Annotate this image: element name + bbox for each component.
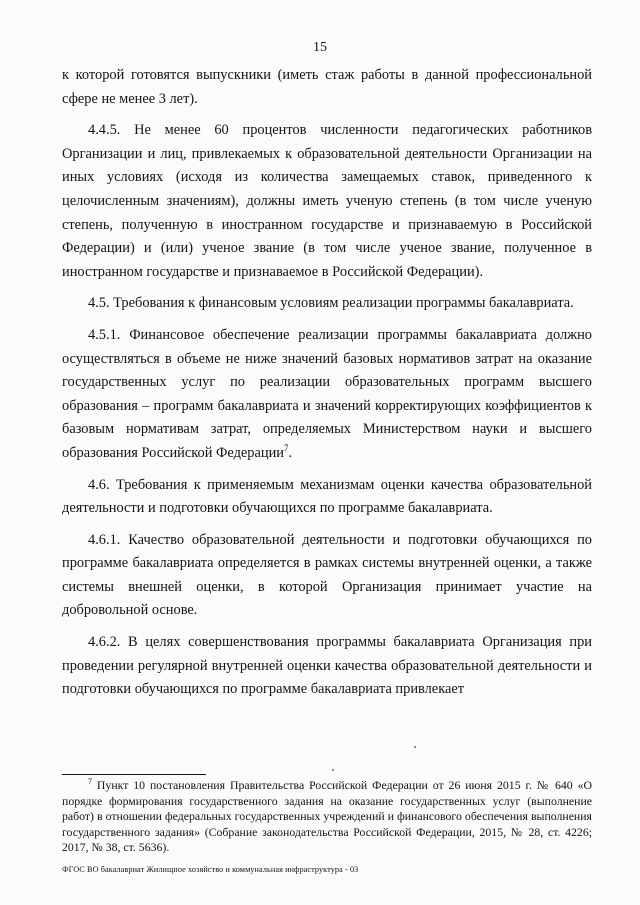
paragraph-4-6-heading: 4.6. Требования к применяемым механизмам оценки качества образовательной деятельности и подготовки обучающихся по программе бакалавриата. bbox=[62, 476, 592, 517]
document-footer: ФГОС ВО бакалавриат Жилищное хозяйство и коммунальная инфраструктура - 03 bbox=[62, 865, 359, 874]
paragraph-4-4-5: 4.4.5. Не менее 60 процентов численности педагогических работников Организации и лиц, привлекаемых к образовательной деятельности Организации на иных условиях (исходя из количества замещаемых ставок, приведенного к целочисленным значениям), должны иметь ученую степень (в том числе ученую степень, полученную в иностранном государстве и признаваемую в Российской Федерации) и (или) ученое звание (в том числе ученое звание, полученное в иностранном государстве и признаваемое в Российской Федерации). bbox=[62, 122, 592, 280]
paragraph-4-6-2: 4.6.2. В целях совершенствования программы бакалавриата Организация при проведении регулярной внутренней оценки качества образовательной деятельности и подготовки обучающихся по программе бакалавриата привлекает bbox=[62, 634, 592, 698]
paragraph-4-5-1-text: 4.5.1. Финансовое обеспечение реализации программы бакалавриата должно осуществляться в объеме не ниже значений базовых нормативов затрат на оказание государственных услуг по реализации образовательных программ высшего образования – программ бакалавриата и значений корректирующих коэффициентов к базовым нормативам затрат, определяемых Министерством науки и высшего образования Российской Федерации bbox=[62, 326, 592, 461]
paragraph-4-5-1 bbox=[62, 324, 592, 466]
footnote-separator bbox=[62, 774, 206, 775]
document-body bbox=[62, 64, 592, 710]
footnote-reference: 7 bbox=[284, 443, 289, 454]
footnote-marker: 7 bbox=[88, 777, 92, 787]
scan-speck bbox=[414, 746, 416, 748]
paragraph-continuation: к которой готовятся выпускники (иметь стаж работы в данной профессиональной сфере не менее 3 лет). bbox=[62, 67, 592, 107]
paragraph-4-5-1-tail: . bbox=[288, 444, 293, 461]
page-number: 15 bbox=[313, 40, 327, 55]
footnote bbox=[62, 778, 592, 856]
footnote-text: Пункт 10 постановления Правительства Российской Федерации от 26 июня 2015 г. № 640 «О порядке формирования государственного задания на оказание государственных услуг (выполнение работ) в отношении федеральных государственных учреждений и финансового обеспечения выполнения государственного задания» (Собрание законодательства Российской Федерации, 2015, № 28, ст. 4226; 2017, № 38, ст. 5636). bbox=[62, 778, 592, 855]
paragraph-4-5-heading: 4.5. Требования к финансовым условиям реализации программы бакалавриата. bbox=[88, 295, 574, 312]
paragraph-4-6-1: 4.6.1. Качество образовательной деятельности и подготовки обучающихся по программе бакалавриата определяется в рамках системы внутренней оценки, а также системы внешней оценки, в которой Организация принимает участие на добровольной основе. bbox=[62, 531, 592, 619]
scan-speck bbox=[332, 769, 334, 771]
